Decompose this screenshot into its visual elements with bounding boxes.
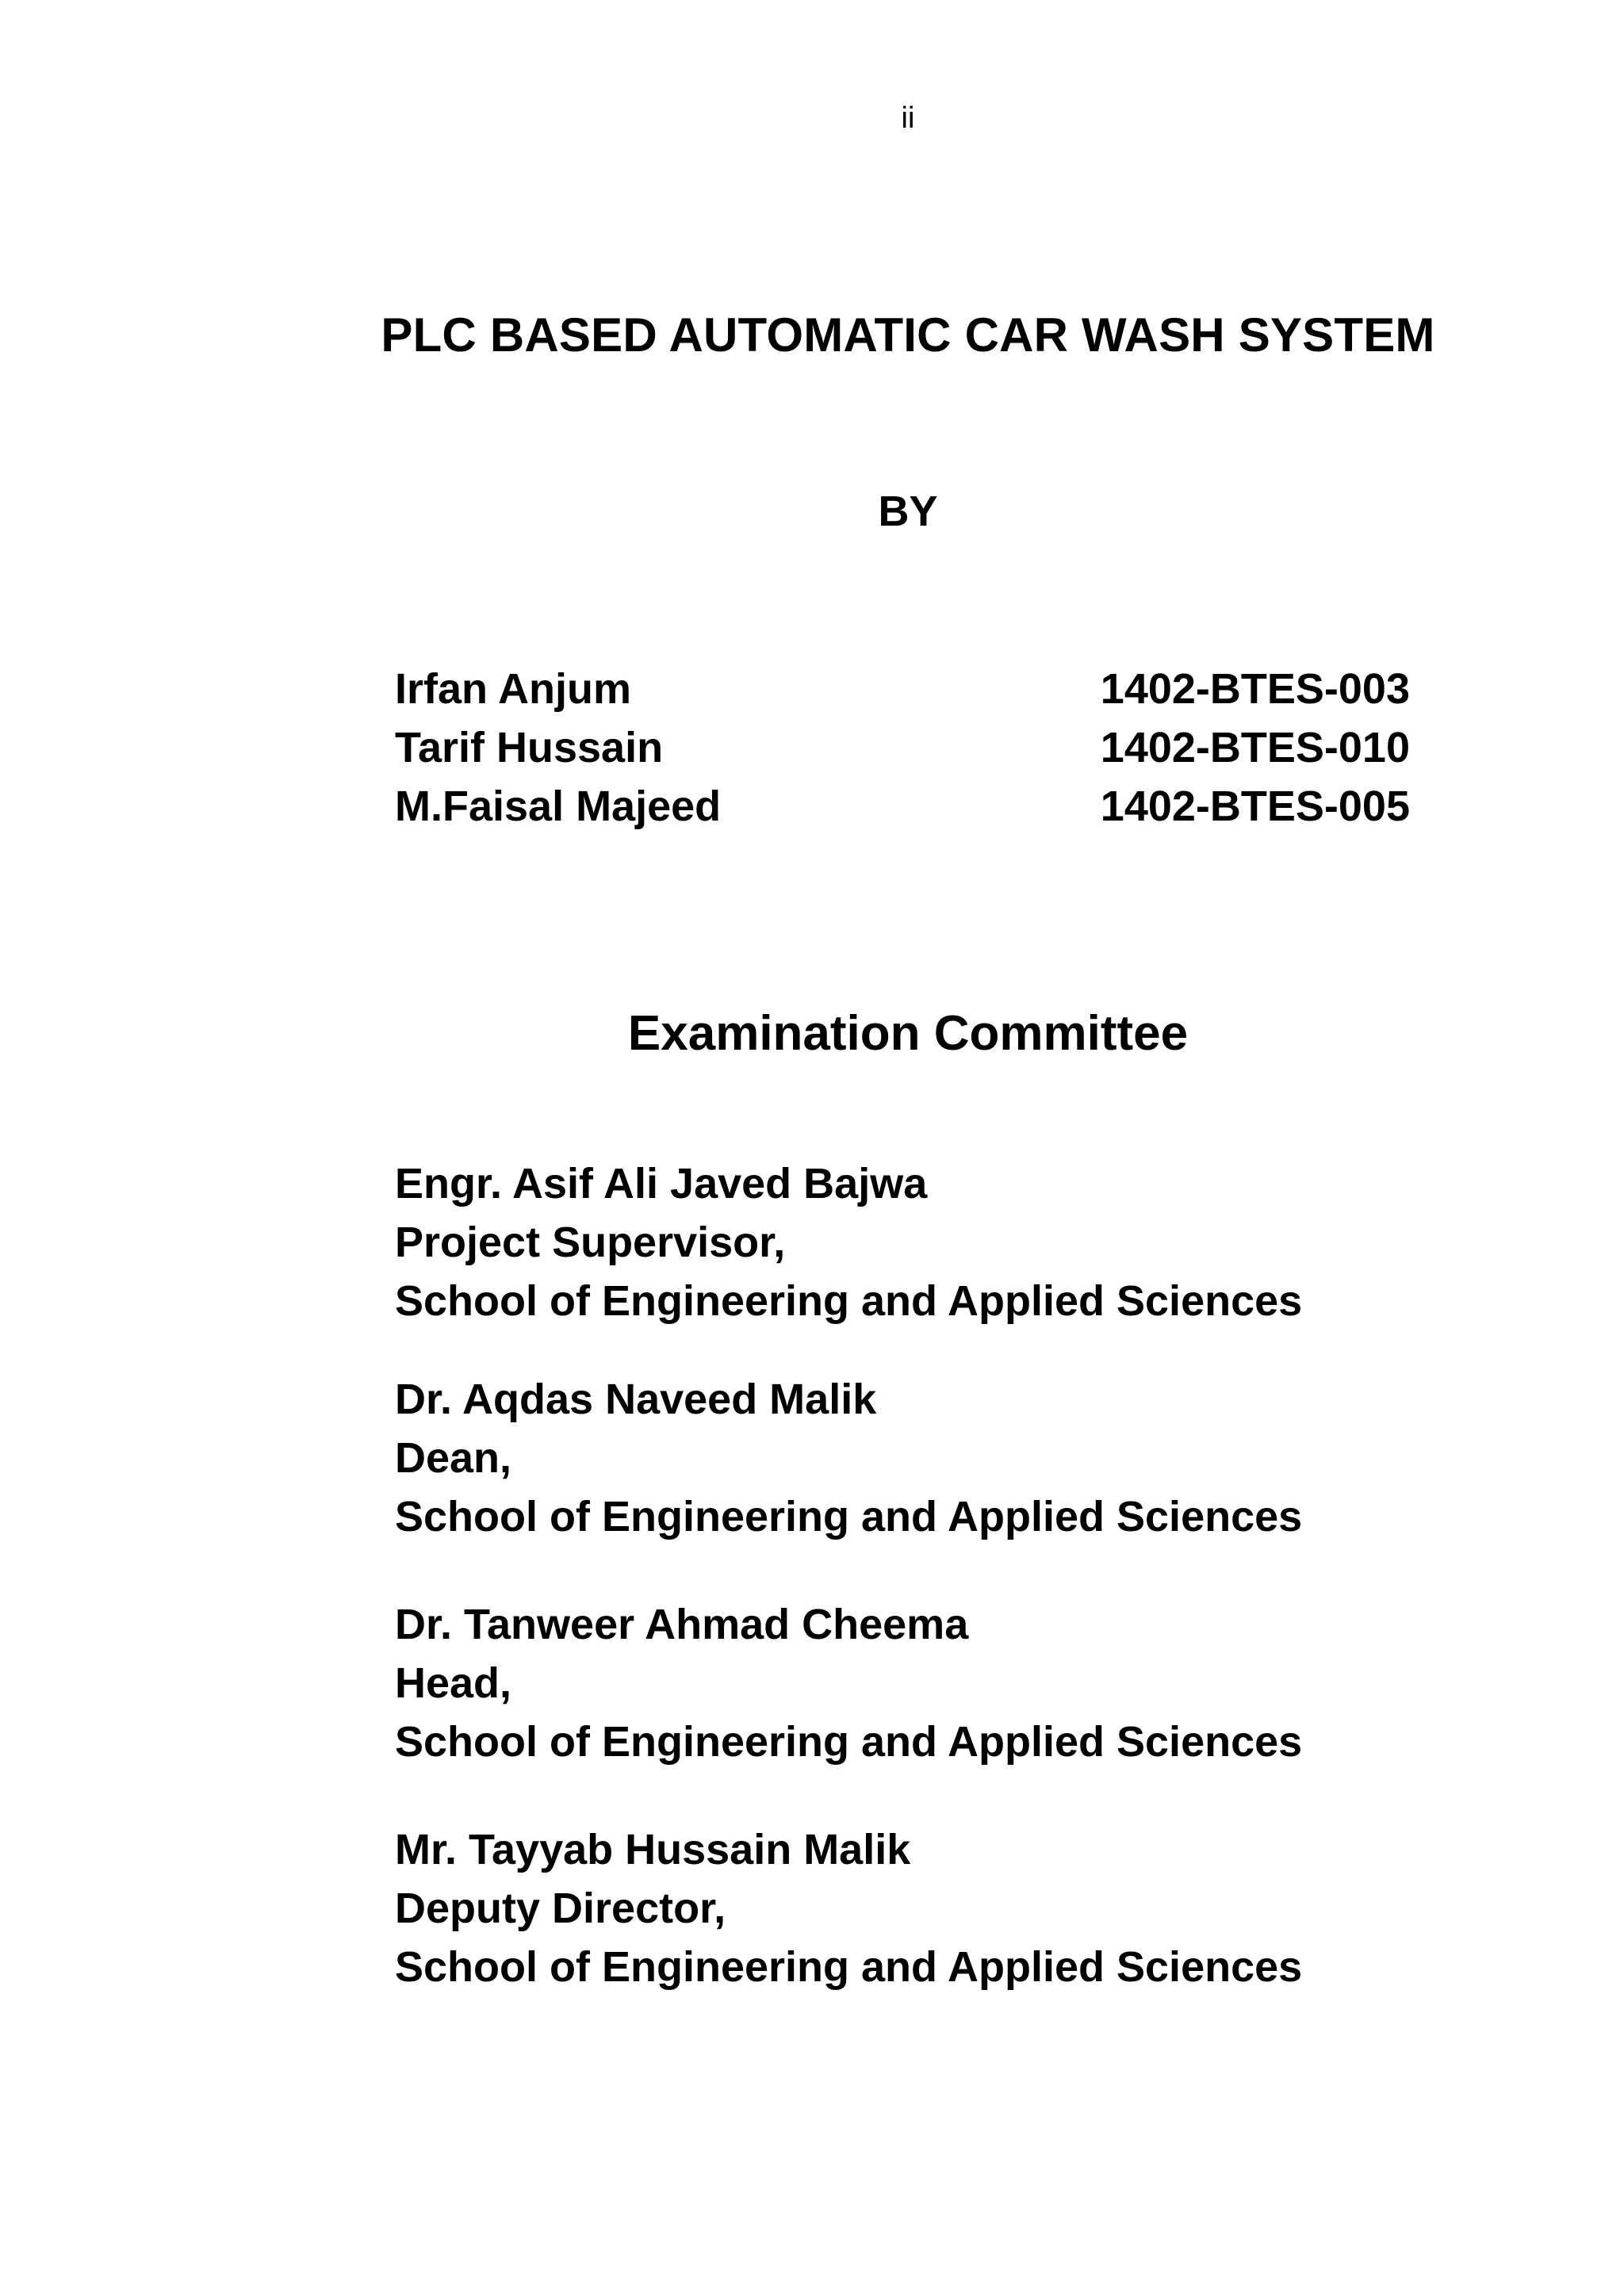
member-name: Mr. Tayyab Hussain Malik: [395, 1826, 911, 1873]
member-name: Engr. Asif Ali Javed Bajwa: [395, 1160, 928, 1207]
member-role: Head,: [395, 1659, 512, 1707]
member-name: Dr. Aqdas Naveed Malik: [395, 1376, 877, 1423]
member-affiliation: School of Engineering and Applied Sciences: [395, 1718, 1303, 1766]
author-registration-id: 1402-BTES-003: [1100, 665, 1410, 713]
author-row: [395, 718, 1410, 777]
member-role: Project Supervisor,: [395, 1219, 786, 1266]
page-number: ii: [901, 101, 915, 135]
author-row: [395, 777, 1410, 836]
committee-member: [395, 1820, 1505, 1996]
author-registration-id: 1402-BTES-010: [1100, 724, 1410, 771]
member-affiliation: School of Engineering and Applied Sciences: [395, 1277, 1303, 1325]
committee-member: [395, 1370, 1505, 1546]
author-name: M.Faisal Majeed: [395, 783, 722, 830]
committee-member: [395, 1154, 1505, 1330]
author-row: [395, 660, 1410, 718]
committee-member: [395, 1595, 1505, 1771]
by-label: BY: [878, 488, 938, 535]
member-name: Dr. Tanweer Ahmad Cheema: [395, 1601, 969, 1648]
member-role: Deputy Director,: [395, 1885, 726, 1932]
document-title: PLC BASED AUTOMATIC CAR WASH SYSTEM: [381, 308, 1435, 362]
author-name: Tarif Hussain: [395, 724, 664, 771]
committee-heading: Examination Committee: [627, 1006, 1189, 1061]
member-role: Dean,: [395, 1434, 512, 1482]
author-list: [395, 660, 1410, 836]
author-registration-id: 1402-BTES-005: [1100, 783, 1410, 830]
member-affiliation: School of Engineering and Applied Sciences: [395, 1943, 1303, 1991]
member-affiliation: School of Engineering and Applied Sciences: [395, 1493, 1303, 1540]
author-name: Irfan Anjum: [395, 665, 632, 713]
